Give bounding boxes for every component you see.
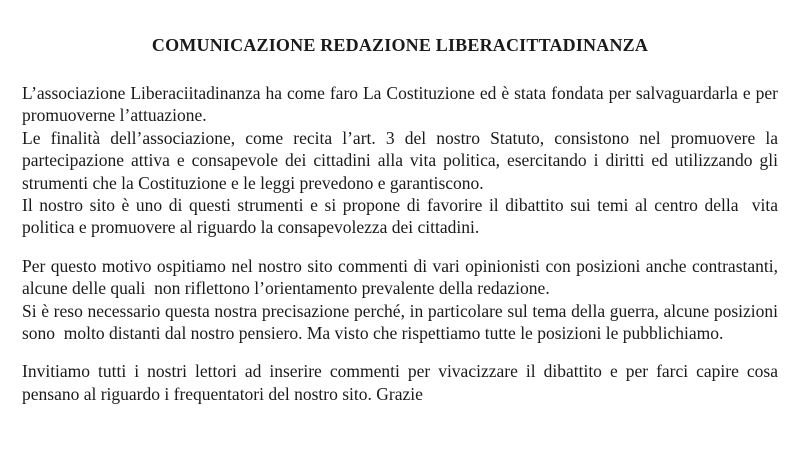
paragraph-site-purpose: Il nostro sito è uno di questi strumenti e si propone di favorire il dibattito sui temi al centro della vita politica e promuovere al riguardo la consapevolezza dei cittadini. [22, 195, 778, 238]
paragraph-clarification: Si è reso necessario questa nostra precisazione perché, in particolare sul tema della guerra, alcune posizioni sono molto distanti dal nostro pensiero. Ma visto che rispettiamo tutte le posizioni le pubblichiamo. [22, 300, 778, 344]
document-title: COMUNICAZIONE REDAZIONE LIBERACITTADINANZA [151, 35, 649, 55]
paragraph-opinions: Per questo motivo ospitiamo nel nostro sito commenti di vari opinionisti con posizioni anche contrastanti, alcune delle quali non riflettono l’orientamento prevalente della redazione. [22, 255, 778, 299]
document-body [22, 82, 778, 405]
paragraph-statute-purpose: Le finalità dell’associazione, come recita l’art. 3 del nostro Statuto, consistono nel promuovere la partecipazione attiva e consapevole dei cittadini alla vita politica, esercitando i diritti ed utilizzando gli strumenti che la Costituzione e le leggi prevedono e garantiscono. [22, 127, 778, 193]
paragraph-invitation: Invitiamo tutti i nostri lettori ad inserire commenti per vivacizzare il dibattito e per farci capire cosa pensano al riguardo i frequentatori del nostro sito. Grazie [22, 361, 778, 404]
paragraph-association-intro: L’associazione Liberaciitadinanza ha come faro La Costituzione ed è stata fondata per salvaguardarla e per promuoverne l’attuazione. [22, 83, 778, 126]
